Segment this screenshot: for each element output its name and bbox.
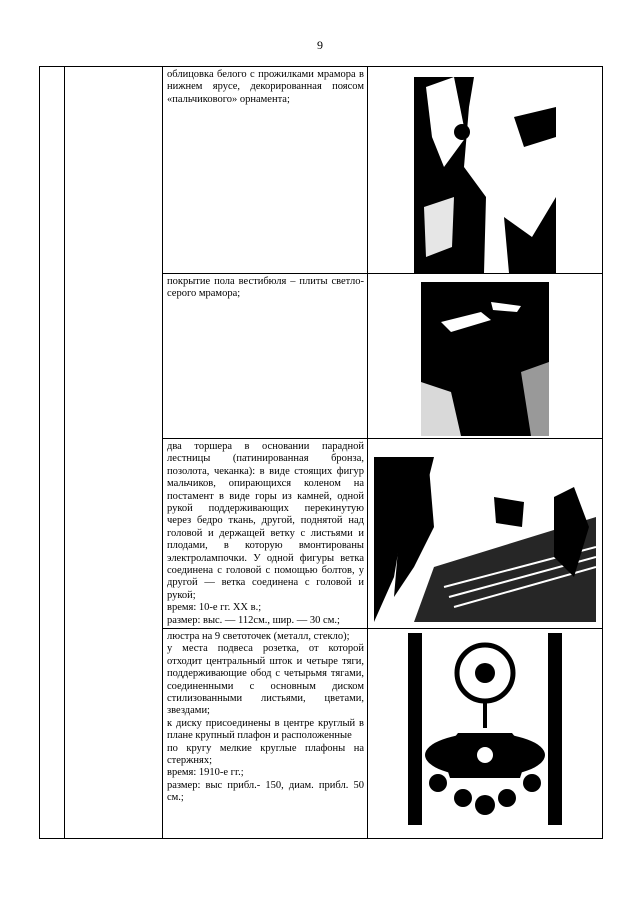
time-line: время: 1910-е гг.;	[167, 767, 244, 779]
description-paragraph: покрытие пола вестибюля – плиты светло-серого мрамора;	[167, 276, 364, 300]
page-number: 9	[317, 38, 323, 52]
description-paragraph: облицовка белого с прожилками мрамора в нижнем ярусе, декорированная поясом «пальчикового» орнамента;	[167, 69, 364, 105]
number-cell	[40, 67, 65, 839]
description-cell	[163, 439, 368, 629]
description-text	[163, 439, 367, 627]
size-line: размер: выс прибл.- 150, диам. прибл. 50 см.;	[167, 779, 364, 804]
description-text	[163, 67, 367, 106]
time-line: время: 10-е гг. XX в.;	[167, 602, 262, 614]
table-row	[40, 67, 603, 274]
description-cell	[163, 629, 368, 839]
photo-vestibule-floor	[421, 282, 549, 436]
size-line: размер: выс. — 112см., шир. — 30 см.;	[167, 614, 340, 626]
name-cell	[65, 67, 163, 839]
photo-cell	[368, 439, 603, 629]
photo-marble-wall	[414, 77, 556, 273]
photo-cell	[368, 629, 603, 839]
photo-staircase-torchieres	[374, 457, 596, 622]
description-paragraph: к диску присоединены в центре круглый в плане крупный плафон и расположенные	[167, 717, 364, 742]
photo-cell	[368, 274, 603, 439]
description-text	[163, 629, 367, 805]
description-paragraph: люстра на 9 светоточек (металл, стекло);	[167, 631, 350, 642]
description-text	[163, 274, 367, 301]
description-paragraph: два торшера в основании парадной лестницы (патинированная бронза, позолота, чеканка): в виде стоящих фигур мальчиков, опирающихся коленом на постамент в виде горы из камней, одной рукой поддерживающих перекинутую через бедро ткань, другой, поднятой над головой и держащей ветку с листьями и плодами, в которую вмонтированы электролампочки. У одной фигуры ветка соединена с головой с помощью болтов, у другой — ветка соединена с головой и рукой;	[167, 441, 364, 601]
description-cell	[163, 67, 368, 274]
description-cell	[163, 274, 368, 439]
photo-cell	[368, 67, 603, 274]
inventory-table	[39, 66, 603, 839]
description-paragraph: у места подвеса розетка, от которой отходит центральный шток и четыре тяги, поддерживающие обод с четырьмя тягами, соединенными с основным диском стилизованными листьями, цветами, звездами;	[167, 643, 364, 717]
photo-chandelier	[408, 633, 562, 825]
description-paragraph: по кругу мелкие круглые плафоны на стержнях;	[167, 742, 364, 767]
